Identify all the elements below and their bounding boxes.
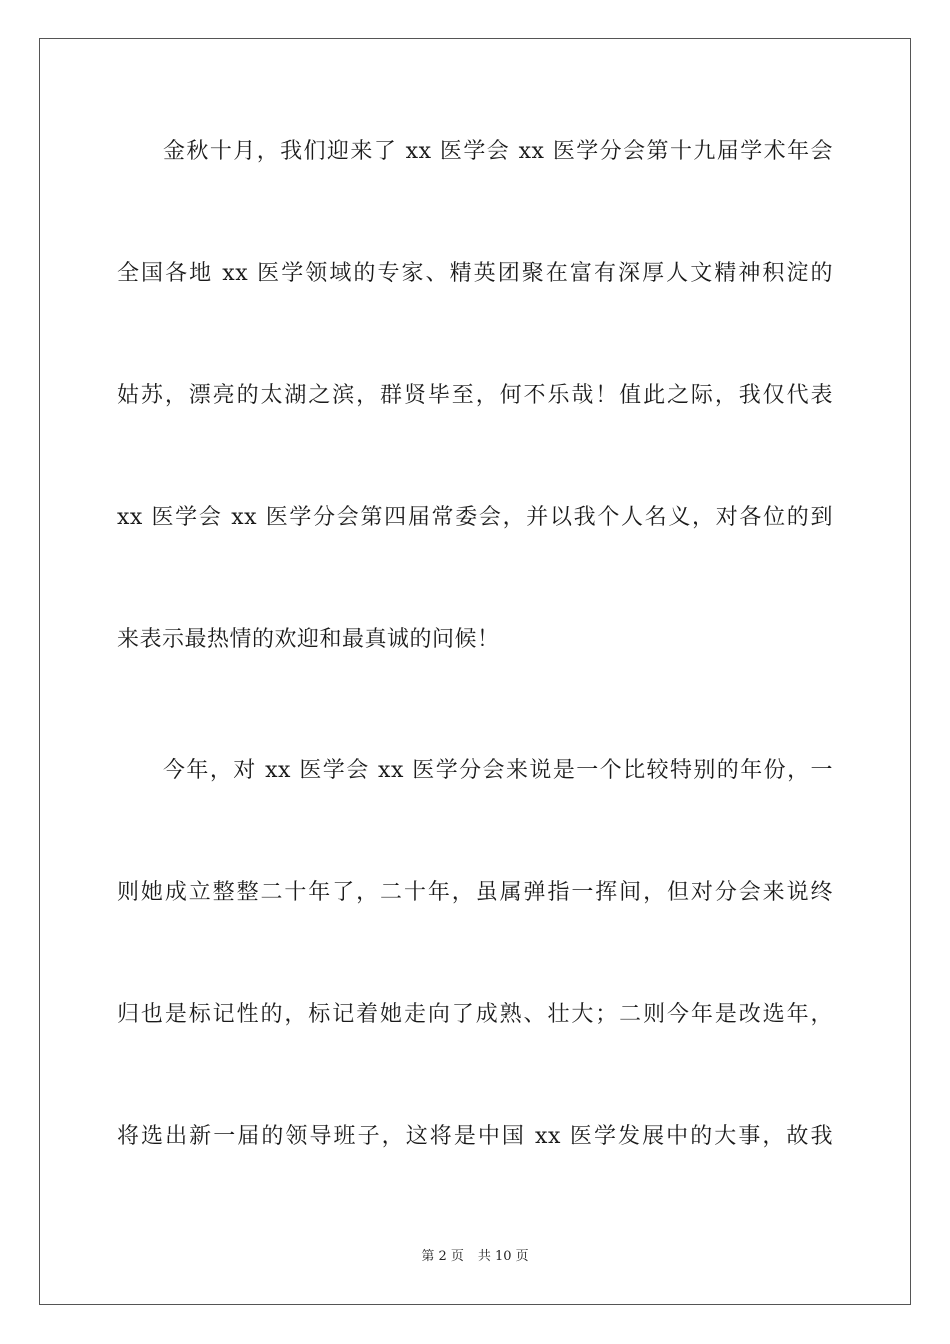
paragraph-1-line-5: 来表示最热情的欢迎和最真诚的问候！ xyxy=(117,627,500,652)
paragraph-2-line-1: 今年，对 xx 医学会 xx 医学分会来说是一个比较特别的年份，一 xyxy=(163,758,833,783)
page-number-current: 第 2 页 xyxy=(421,1249,464,1264)
page-footer xyxy=(0,1249,950,1265)
paragraph-1-line-2: 全国各地 xx 医学领域的专家、精英团聚在富有深厚人文精神积淀的 xyxy=(117,261,833,286)
page-number-total: 共 10 页 xyxy=(477,1249,529,1264)
paragraph-1-line-4: xx 医学会 xx 医学分会第四届常委会，并以我个人名义，对各位的到 xyxy=(117,505,833,530)
paragraph-1-line-3: 姑苏，漂亮的太湖之滨，群贤毕至，何不乐哉！值此之际，我仅代表 xyxy=(117,383,833,408)
paragraph-2-line-3: 归也是标记性的，标记着她走向了成熟、壮大；二则今年是改选年， xyxy=(117,1002,833,1027)
paragraph-2-line-2: 则她成立整整二十年了，二十年，虽属弹指一挥间，但对分会来说终 xyxy=(117,880,833,905)
paragraph-2-line-4: 将选出新一届的领导班子，这将是中国 xx 医学发展中的大事，故我 xyxy=(117,1124,833,1149)
paragraph-1-line-1: 金秋十月，我们迎来了 xx 医学会 xx 医学分会第十九届学术年会 xyxy=(163,139,833,164)
page-frame xyxy=(39,38,911,1305)
